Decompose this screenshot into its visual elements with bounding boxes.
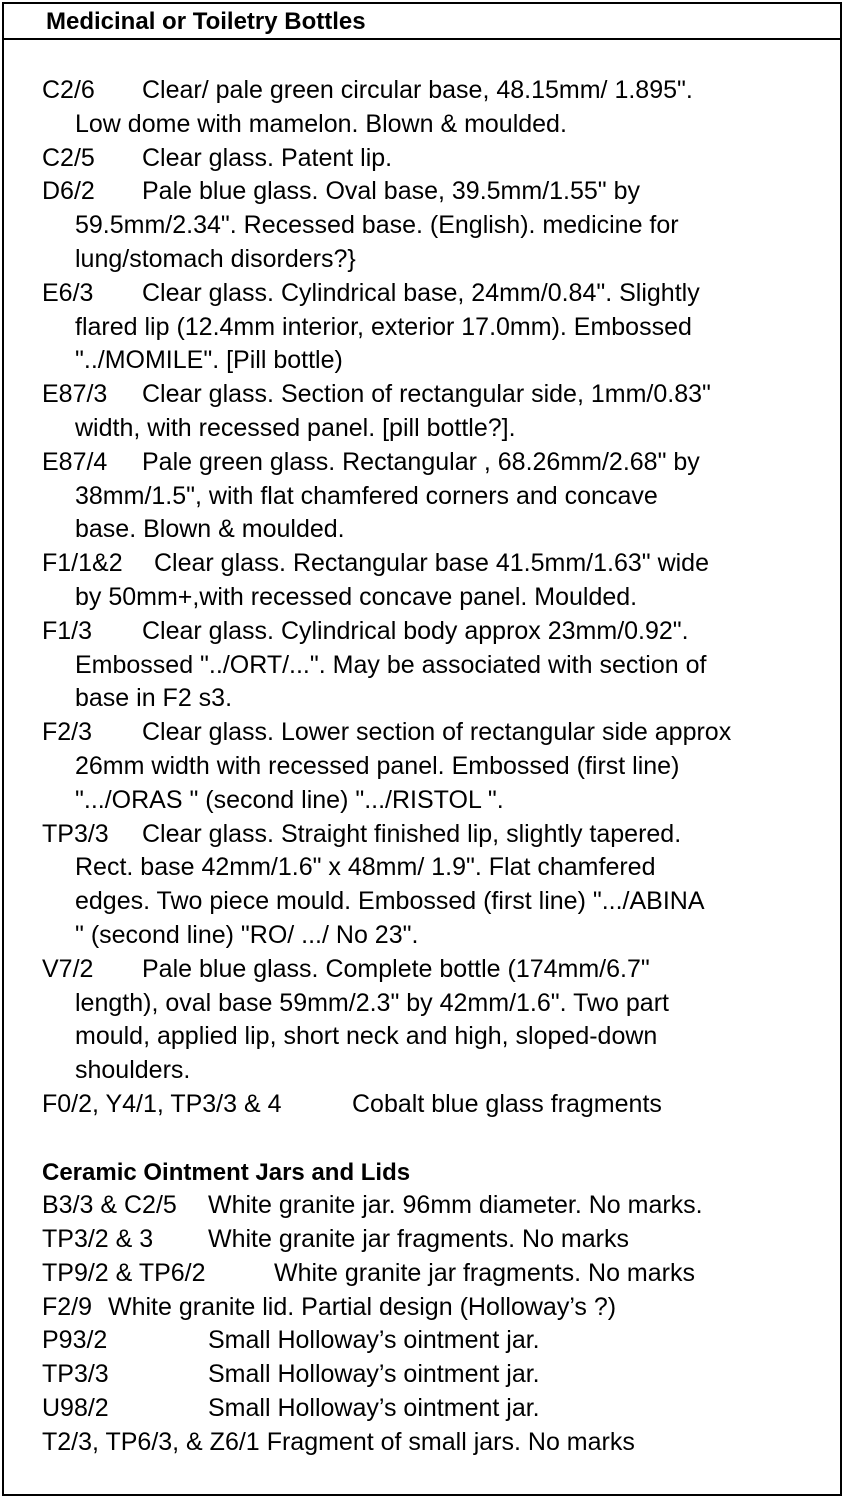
item-code: V7/2 — [42, 954, 94, 983]
list-item — [42, 1392, 846, 1426]
item-description: Small Holloway’s ointment jar. — [208, 1394, 540, 1423]
content — [42, 74, 846, 1460]
item-description: Small Holloway’s ointment jar. — [208, 1326, 540, 1355]
item-description: 38mm/1.5", with flat chamfered corners and concave — [75, 481, 658, 510]
item-description: mould, applied lip, short neck and high, sloped-down — [75, 1022, 658, 1051]
item-description: Pale green glass. Rectangular , 68.26mm/2.68" by — [142, 447, 700, 476]
entry-first-line — [42, 1223, 846, 1257]
item-description: Clear glass. Cylindrical base, 24mm/0.84". Slightly — [142, 278, 700, 307]
item-code: T2/3, TP6/3, & Z6/1 — [42, 1427, 260, 1456]
item-code: F2/3 — [42, 718, 93, 747]
list-item — [42, 175, 846, 276]
item-description: Clear/ pale green circular base, 48.15mm/ 1.895". — [142, 76, 693, 104]
item-description: White granite jar. 96mm diameter. No marks. — [208, 1191, 703, 1220]
entry-continuation-line — [42, 311, 846, 345]
item-description: length), oval base 59mm/2.3" by 42mm/1.6". Two part — [75, 988, 669, 1017]
entry-first-line — [42, 716, 846, 750]
item-code: E87/4 — [42, 447, 108, 476]
list-item — [42, 1291, 846, 1325]
item-code: P93/2 — [42, 1326, 108, 1355]
item-description: base. Blown & moulded. — [75, 515, 345, 544]
item-description: White granite jar fragments. No marks — [274, 1258, 695, 1287]
entry-continuation-line — [42, 682, 846, 716]
item-description: Cobalt blue glass fragments — [352, 1089, 662, 1118]
section-spacer — [42, 1122, 846, 1156]
list-item — [42, 615, 846, 716]
list-item — [42, 1189, 846, 1223]
entry-continuation-line — [42, 1020, 846, 1054]
item-code: C2/5 — [42, 143, 95, 172]
item-description: Clear glass. Lower section of rectangular side approx — [142, 718, 732, 747]
item-description: shoulders. — [75, 1056, 191, 1085]
entry-continuation-line — [42, 851, 846, 885]
item-description: Embossed "../ORT/...". May be associated with section of — [75, 650, 707, 679]
entry-continuation-line — [42, 581, 846, 615]
item-description: 26mm width with recessed panel. Embossed (first line) — [75, 751, 680, 780]
entry-first-line — [42, 175, 846, 209]
entry-first-line — [42, 615, 846, 649]
item-description: Pale blue glass. Oval base, 39.5mm/1.55" by — [142, 177, 641, 206]
entry-continuation-line — [42, 750, 846, 784]
list-item — [42, 1426, 846, 1460]
entry-first-line — [42, 547, 846, 581]
entry-continuation-line — [42, 344, 846, 378]
item-description: 59.5mm/2.34". Recessed base. (English). medicine for — [75, 211, 679, 240]
list-item — [42, 1324, 846, 1358]
entry-first-line — [42, 1257, 846, 1291]
entry-first-line — [42, 74, 846, 108]
item-description: Clear glass. Straight finished lip, slightly tapered. — [142, 819, 682, 848]
item-code: TP3/3 — [42, 1360, 109, 1389]
entry-first-line — [42, 1358, 846, 1392]
item-description: Clear glass. Patent lip. — [142, 143, 393, 172]
item-description: width, with recessed panel. [pill bottle?]. — [75, 413, 516, 442]
item-code: C2/6 — [42, 76, 95, 104]
item-description: Fragment of small jars. No marks — [266, 1427, 635, 1456]
item-code: B3/3 & C2/5 — [42, 1191, 177, 1220]
item-description: White granite jar fragments. No marks — [208, 1225, 629, 1254]
list-item — [42, 547, 846, 615]
list-item — [42, 277, 846, 378]
list-item — [42, 1088, 846, 1122]
entry-continuation-line — [42, 784, 846, 818]
item-code: TP9/2 & TP6/2 — [42, 1258, 206, 1287]
item-description: Clear glass. Rectangular base 41.5mm/1.63" wide — [154, 549, 709, 578]
item-description: Clear glass. Section of rectangular side, 1mm/0.83" — [142, 380, 711, 409]
list-item — [42, 953, 846, 1088]
entry-first-line — [42, 446, 846, 480]
entry-continuation-line — [42, 209, 846, 243]
item-description: lung/stomach disorders?} — [75, 244, 356, 273]
item-description: base in F2 s3. — [75, 684, 233, 713]
item-description: by 50mm+,with recessed concave panel. Moulded. — [75, 582, 638, 611]
list-item — [42, 142, 846, 176]
item-code: F1/1&2 — [42, 549, 123, 578]
entry-continuation-line — [42, 480, 846, 514]
list-item — [42, 1358, 846, 1392]
list-item — [42, 74, 846, 142]
entry-first-line — [42, 1324, 846, 1358]
item-code: TP3/2 & 3 — [42, 1225, 154, 1254]
list-item — [42, 818, 846, 953]
item-code: E87/3 — [42, 380, 108, 409]
item-description: White granite lid. Partial design (Holloway’s ?) — [108, 1292, 617, 1321]
entry-continuation-line — [42, 1054, 846, 1088]
item-code: F0/2, Y4/1, TP3/3 & 4 — [42, 1089, 282, 1118]
item-description: Pale blue glass. Complete bottle (174mm/6.7" — [142, 954, 650, 983]
list-item — [42, 1257, 846, 1291]
entry-first-line — [42, 277, 846, 311]
entry-continuation-line — [42, 243, 846, 277]
list-item — [42, 446, 846, 547]
entry-first-line — [42, 1088, 846, 1122]
item-description: edges. Two piece mould. Embossed (first line) ".../ABINA — [75, 887, 705, 916]
item-description: flared lip (12.4mm interior, exterior 17.0mm). Embossed — [75, 312, 692, 341]
item-code: D6/2 — [42, 177, 95, 206]
item-code: U98/2 — [42, 1394, 109, 1423]
item-code: TP3/3 — [42, 819, 109, 848]
entry-first-line — [42, 1392, 846, 1426]
item-description: ".../ORAS " (second line) ".../RISTOL ". — [75, 785, 504, 814]
entry-first-line — [42, 1189, 846, 1223]
entry-continuation-line — [42, 513, 846, 547]
item-description: Clear glass. Cylindrical body approx 23mm/0.92". — [142, 616, 689, 645]
entry-continuation-line — [42, 885, 846, 919]
list-item — [42, 1223, 846, 1257]
entry-continuation-line — [42, 919, 846, 953]
item-description: " (second line) "RO/ .../ No 23". — [75, 920, 419, 949]
entry-first-line — [42, 1426, 846, 1460]
entry-continuation-line — [42, 412, 846, 446]
entry-continuation-line — [42, 987, 846, 1021]
list-item — [42, 378, 846, 446]
entry-first-line — [42, 142, 846, 176]
section-heading: Ceramic Ointment Jars and Lids — [42, 1158, 411, 1186]
entry-first-line — [42, 378, 846, 412]
entry-first-line — [42, 953, 846, 987]
entry-continuation-line — [42, 649, 846, 683]
item-code: F1/3 — [42, 616, 93, 645]
entry-first-line — [42, 1291, 846, 1325]
item-description: "../MOMILE". [Pill bottle) — [75, 346, 343, 375]
item-code: E6/3 — [42, 278, 94, 307]
entry-continuation-line — [42, 108, 846, 142]
title-bar — [4, 4, 840, 40]
item-code: F2/9 — [42, 1292, 93, 1321]
page-title: Medicinal or Toiletry Bottles — [46, 8, 366, 35]
item-description: Low dome with mamelon. Blown & moulded. — [75, 109, 567, 138]
entry-first-line — [42, 818, 846, 852]
item-description: Small Holloway’s ointment jar. — [208, 1360, 540, 1389]
list-item — [42, 716, 846, 817]
item-description: Rect. base 42mm/1.6" x 48mm/ 1.9". Flat chamfered — [75, 853, 656, 882]
